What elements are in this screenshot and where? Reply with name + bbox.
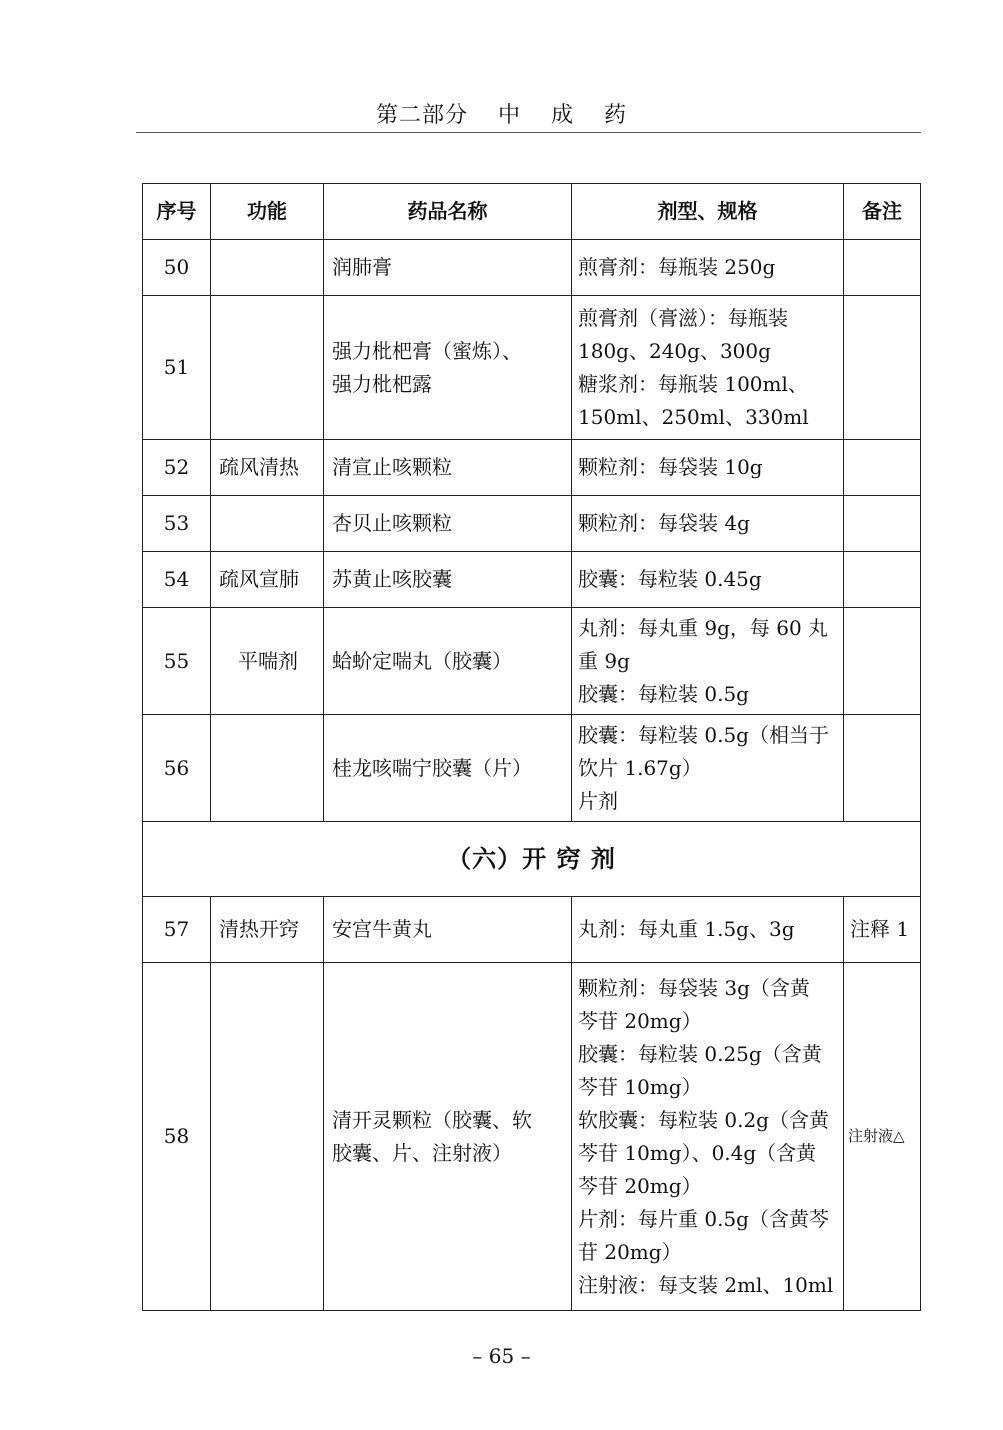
row-spec-line: 胶囊：每粒装 0.5g	[578, 681, 749, 706]
row-number: 56	[143, 715, 211, 822]
row-spec-line: 芩苷 20mg）	[578, 1008, 702, 1033]
row-drug-name-line: 胶囊、片、注射液）	[332, 1140, 512, 1165]
row-remark	[844, 440, 921, 496]
col-header-remark: 备注	[844, 184, 921, 240]
row-spec-line: 饮片 1.67g）	[578, 755, 702, 780]
row-spec	[572, 715, 844, 822]
row-function	[211, 715, 324, 822]
row-number: 57	[143, 897, 211, 963]
table-row	[143, 440, 921, 496]
row-drug-name	[324, 496, 572, 552]
row-spec-line: 煎膏剂（膏滋）：每瓶装	[578, 305, 788, 330]
row-number: 51	[143, 296, 211, 440]
row-drug-name	[324, 963, 572, 1311]
table-body	[143, 184, 921, 1311]
row-spec-line: 片剂	[578, 788, 618, 813]
row-number: 53	[143, 496, 211, 552]
row-spec-line: 胶囊：每粒装 0.25g（含黄	[578, 1041, 822, 1066]
row-remark	[844, 608, 921, 715]
row-function: 平喘剂	[211, 608, 324, 715]
row-spec-line: 糖浆剂：每瓶装 100ml、	[578, 371, 808, 396]
table-row	[143, 552, 921, 608]
col-header-spec: 剂型、规格	[572, 184, 844, 240]
table-header-row	[143, 184, 921, 240]
row-remark	[844, 296, 921, 440]
row-spec-line: 180g、240g、300g	[578, 338, 771, 363]
header-rule	[136, 132, 921, 133]
row-spec	[572, 496, 844, 552]
header-part: 第二部分	[375, 103, 468, 128]
row-drug-name-line: 苏黄止咳胶囊	[332, 567, 452, 591]
row-spec	[572, 963, 844, 1311]
row-function	[211, 963, 324, 1311]
row-spec-line: 丸剂：每丸重 9g，每 60 丸	[578, 615, 829, 640]
row-function	[211, 296, 324, 440]
row-spec-line: 片剂：每片重 0.5g（含黄芩	[578, 1206, 829, 1231]
row-number: 55	[143, 608, 211, 715]
row-spec-line: 注射液：每支装 2ml、10ml	[578, 1272, 834, 1297]
row-function	[211, 240, 324, 296]
header-word-3: 药	[604, 103, 628, 128]
row-function: 疏风清热	[211, 440, 324, 496]
row-spec	[572, 608, 844, 715]
row-drug-name-line: 强力枇杷露	[332, 371, 432, 396]
table-row	[143, 608, 921, 715]
row-drug-name	[324, 440, 572, 496]
row-spec-line: 胶囊：每粒装 0.5g（相当于	[578, 722, 829, 747]
row-remark	[844, 715, 921, 822]
row-spec	[572, 240, 844, 296]
row-number: 54	[143, 552, 211, 608]
col-header-name: 药品名称	[324, 184, 572, 240]
row-spec-line: 重 9g	[578, 648, 630, 673]
row-remark	[844, 240, 921, 296]
row-drug-name-line: 润肺膏	[332, 255, 392, 279]
row-drug-name-line: 桂龙咳喘宁胶囊（片）	[332, 755, 532, 780]
row-spec-line: 芩苷 10mg）	[578, 1074, 702, 1099]
row-number: 58	[143, 963, 211, 1311]
row-spec	[572, 440, 844, 496]
row-drug-name-line: 清开灵颗粒（胶囊、软	[332, 1107, 532, 1132]
row-number: 50	[143, 240, 211, 296]
row-drug-name	[324, 552, 572, 608]
row-spec-line: 芩苷 20mg）	[578, 1173, 702, 1198]
header-word-2: 成	[551, 103, 575, 128]
section-title: （六）开 窍 剂	[143, 822, 921, 897]
table-row	[143, 715, 921, 822]
row-spec-line: 丸剂：每丸重 1.5g、3g	[578, 917, 795, 941]
row-drug-name	[324, 296, 572, 440]
table-row	[143, 240, 921, 296]
row-spec-line: 颗粒剂：每袋装 4g	[578, 511, 750, 535]
row-function: 疏风宣肺	[211, 552, 324, 608]
row-drug-name	[324, 240, 572, 296]
section-row	[143, 822, 921, 897]
row-function	[211, 496, 324, 552]
row-spec	[572, 897, 844, 963]
table-row	[143, 496, 921, 552]
row-drug-name-line: 清宣止咳颗粒	[332, 455, 452, 479]
row-drug-name-line: 安宫牛黄丸	[332, 917, 432, 941]
medicine-table	[142, 183, 921, 1311]
row-remark: 注射液△	[844, 963, 921, 1311]
row-drug-name	[324, 715, 572, 822]
row-spec-line: 苷 20mg）	[578, 1239, 682, 1264]
row-drug-name-line: 强力枇杷膏（蜜炼）、	[332, 338, 522, 363]
row-spec-line: 芩苷 10mg）、0.4g（含黄	[578, 1140, 817, 1165]
row-drug-name-line: 蛤蚧定喘丸（胶囊）	[332, 648, 512, 673]
table-row	[143, 897, 921, 963]
col-header-no: 序号	[143, 184, 211, 240]
row-drug-name-line: 杏贝止咳颗粒	[332, 511, 452, 535]
col-header-function: 功能	[211, 184, 324, 240]
row-remark	[844, 496, 921, 552]
page-number: – 65 –	[472, 1344, 531, 1368]
row-drug-name	[324, 897, 572, 963]
row-spec-line: 颗粒剂：每袋装 3g（含黄	[578, 975, 810, 1000]
table-row	[143, 296, 921, 440]
table-row	[143, 963, 921, 1311]
row-spec-line: 颗粒剂：每袋装 10g	[578, 455, 763, 479]
row-remark	[844, 552, 921, 608]
row-spec-line: 胶囊：每粒装 0.45g	[578, 567, 762, 591]
row-remark: 注释 1	[844, 897, 921, 963]
header-word-1: 中	[497, 103, 521, 128]
row-spec-line: 软胶囊：每粒装 0.2g（含黄	[578, 1107, 829, 1132]
row-drug-name	[324, 608, 572, 715]
row-spec	[572, 552, 844, 608]
row-function: 清热开窍	[211, 897, 324, 963]
row-spec-line: 150ml、250ml、330ml	[578, 404, 809, 429]
page-header	[0, 98, 1003, 129]
row-number: 52	[143, 440, 211, 496]
row-spec	[572, 296, 844, 440]
row-spec-line: 煎膏剂：每瓶装 250g	[578, 255, 776, 279]
